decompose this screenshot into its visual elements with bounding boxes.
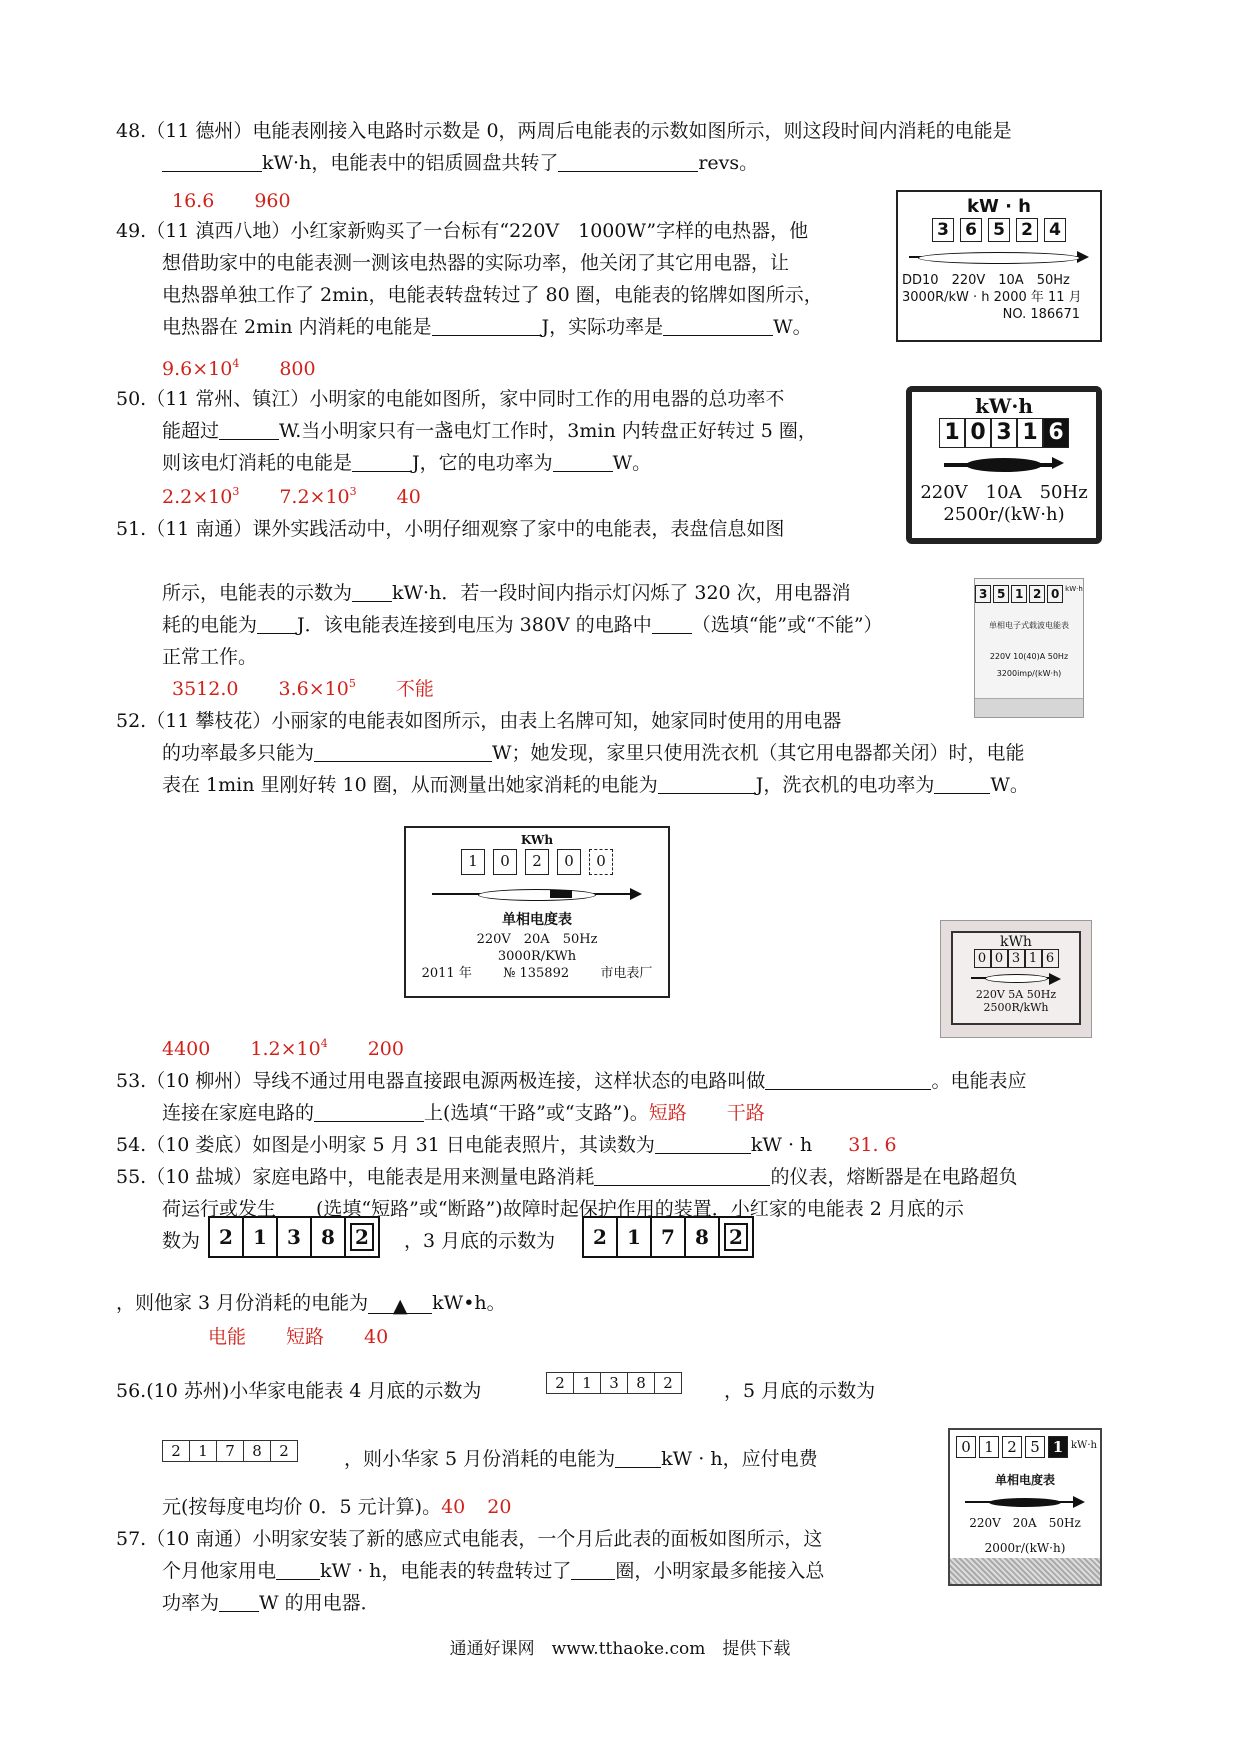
q55-line1: 55.（10 盐城）家庭电路中，电能表是用来测量电路消耗 的仪表，熔断器是在电路超负 — [116, 1166, 1018, 1188]
q52-line2: 的功率最多只能为 W；她发现，家里只使用洗衣机（其它用电器都关闭）时，电能 — [162, 742, 1025, 764]
q48-answers: 16.6 960 — [172, 190, 291, 212]
q55-line2: 荷运行或发生 (选填“短路”或“断路”)故障时起保护作用的装置．小红家的电能表 2 月底的示 — [162, 1198, 964, 1220]
q49-line3: 电热器单独工作了 2min，电能表转盘转过了 80 圈，电能表的铭牌如图所示， — [162, 284, 823, 306]
q52-line1: 52.（11 攀枝花）小丽家的电能表如图所示，由表上名牌可知，她家同时使用的用电器 — [116, 710, 842, 732]
q56-line2: ，则小华家 5 月份消耗的电能为 kW · h，应付电费 — [344, 1448, 818, 1470]
q56-reading-apr: 2 1 3 8 2 — [546, 1372, 682, 1394]
answer-blank[interactable] — [314, 741, 492, 762]
answer-blank[interactable] — [655, 1133, 751, 1154]
meter-digits: 0 1 2 5 1 kW·h — [950, 1436, 1100, 1458]
answer-blank[interactable]: ▲ — [368, 1293, 432, 1314]
answer-blank[interactable] — [571, 1559, 615, 1580]
q57-line3: 功率为 W 的用电器． — [162, 1592, 380, 1614]
q50-line2: 能超过 W.当小明家只有一盏电灯工作时，3min 内转盘正好转过 5 圈， — [162, 420, 817, 442]
q51-line1: 51.（11 南通）课外实践活动中，小明仔细观察了家中的电能表，表盘信息如图 — [116, 518, 785, 540]
answer-blank[interactable] — [658, 773, 756, 794]
q52-answers: 4400 $1.2\times 10^4$ 200 — [162, 1037, 404, 1060]
q56-line1a: 56.(10 苏州)小华家电能表 4 月底的示数为 — [116, 1380, 482, 1402]
q56-line3: 元(按每度电均价 0．5 元计算)。40 20 — [162, 1496, 512, 1518]
q56-meter-image: 0 1 2 5 1 kW·h 单相电度表 220V 20A 50Hz 2000r/(kW·h) — [948, 1428, 1102, 1586]
q57-line1: 57.（10 南通）小明家安装了新的感应式电能表，一个月后此表的面板如图所示，这 — [116, 1528, 823, 1550]
q51-line3: 耗的电能为 J．该电能表连接到电压为 380V 的电路中 （选填“能”或“不能”） — [162, 614, 883, 636]
answer-blank[interactable] — [276, 1559, 320, 1580]
q48-line2: kW·h，电能表中的铝质圆盘共转了 revs。 — [162, 150, 758, 176]
page-footer: 通通好课网 www.tthaoke.com 提供下载 — [449, 1639, 791, 1659]
answer-blank[interactable] — [219, 1591, 259, 1612]
q56-line1b: ，5 月底的示数为 — [724, 1380, 876, 1402]
q55-line4: ，则他家 3 月份消耗的电能为 ▲ kW•h。 — [116, 1292, 506, 1317]
q50-line3: 则该电灯消耗的电能是 J，它的电功率为 W。 — [162, 452, 652, 474]
disc-arrow-icon — [944, 454, 1064, 476]
q57-line2: 个月他家用电 kW · h，电能表的转盘转过了 圈，小明家最多能接入总 — [162, 1560, 825, 1582]
q51-line2: 所示，电能表的示数为 kW·h．若一段时间内指示灯闪烁了 320 次，用电器消 — [162, 582, 851, 604]
q48-line1: 48.（11 德州）电能表刚接入电路时示数是 0，两周后电能表的示数如图所示，则这段时间内消耗的电能是 — [116, 120, 1012, 142]
q51-line4: 正常工作。 — [162, 646, 258, 668]
q50-answers: $2.2\times 10^3$ $7.2\times 10^3$ 40 — [162, 485, 421, 508]
q55-reading-mar: 2 1 7 8 2 — [582, 1216, 754, 1258]
q54-line1: 54.（10 娄底）如图是小明家 5 月 31 日电能表照片，其读数为 kW · h 31. 6 — [116, 1134, 897, 1156]
q49-meter-image: kW · h 3 6 5 2 4 DD10 220V 10A 50Hz 3000R/kW · h 2000 年 11 月 NO. 186671 — [896, 190, 1102, 342]
answer-blank[interactable] — [558, 151, 698, 172]
answer-blank[interactable] — [615, 1447, 661, 1468]
meter-digits: 3 5 1 2 0 kW·h — [975, 585, 1083, 603]
q50-meter-image: kW·h 1 0 3 1 6 220V 10A 50Hz 2500r/(kW·h) — [906, 386, 1102, 544]
answer-blank[interactable] — [352, 581, 392, 602]
disc-arrow-icon — [971, 972, 1061, 984]
q53-line2: 连接在家庭电路的 上(选填“干路”或“支路”)。短路 干路 — [162, 1102, 765, 1124]
disc-arrow-icon — [909, 248, 1089, 266]
q50-line1: 50.（11 常州、镇江）小明家的电能如图所，家中同时工作的用电器的总功率不 — [116, 388, 785, 410]
q52-line3: 表在 1min 里刚好转 10 圈，从而测量出她家消耗的电能为 J，洗衣机的电功率为 W。 — [162, 774, 1029, 796]
q49-line1: 49.（11 滇西八地）小红家新购买了一台标有“220V 1000W”字样的电热器，他 — [116, 220, 809, 242]
answer-blank[interactable] — [276, 1197, 316, 1218]
q51-meter-image: 3 5 1 2 0 kW·h 单相电子式载波电能表 220V 10(40)A 50Hz 3200imp/(kW·h) — [974, 578, 1084, 718]
q55-reading-feb: 2 1 3 8 2 — [208, 1216, 380, 1258]
q53-line1: 53.（10 柳州）导线不通过用电器直接跟电源两极连接，这样状态的电路叫做 。电能表应 — [116, 1070, 1027, 1092]
answer-blank[interactable] — [663, 315, 773, 336]
q51-answers: 3512.0 $3.6\times 10^5$ 不能 — [172, 677, 434, 700]
answer-blank[interactable] — [219, 419, 279, 440]
answer-blank[interactable] — [352, 451, 412, 472]
meter-digits: 1 0 2 0 0 — [406, 849, 668, 875]
q55-line3b: ，3 月底的示数为 — [404, 1230, 556, 1252]
q56-reading-may: 2 1 7 8 2 — [162, 1440, 298, 1462]
q49-line4: 电热器在 2min 内消耗的电能是 J，实际功率是 W。 — [162, 316, 812, 338]
meter-digits: 0 0 3 1 6 — [953, 949, 1079, 968]
disc-arrow-icon — [965, 1495, 1085, 1509]
answer-blank[interactable] — [432, 315, 542, 336]
q49-line2: 想借助家中的电能表测一测该电热器的实际功率，他关闭了其它用电器，让 — [162, 252, 790, 274]
meter-serial-row: 2011 年 № 135892 市电表厂 — [421, 966, 653, 981]
meter-digits: 3 6 5 2 4 — [898, 218, 1100, 242]
q49-answers: $9.6\times 10^4$ 800 — [162, 357, 316, 380]
answer-blank[interactable] — [594, 1165, 770, 1186]
answer-blank[interactable] — [765, 1069, 931, 1090]
answer-blank[interactable] — [553, 451, 613, 472]
answer-blank[interactable] — [257, 613, 297, 634]
q55-answers: 电能 短路 40 — [208, 1326, 389, 1348]
answer-blank[interactable] — [934, 773, 990, 794]
disc-arrow-icon — [432, 885, 642, 903]
answer-blank[interactable] — [314, 1101, 424, 1122]
q52-meter-image: KWh 1 0 2 0 0 单相电度表 220V 20A 50Hz 3000R/KWh 2011 年 № 135892 市电表厂 — [404, 826, 670, 998]
answer-blank[interactable] — [162, 151, 262, 172]
meter-digits: 1 0 3 1 6 — [912, 418, 1096, 448]
answer-blank[interactable] — [652, 613, 692, 634]
q55-line3a: 数为 — [162, 1230, 201, 1252]
q54-meter-image: kWh 0 0 3 1 6 220V 5A 50Hz 2500R/kWh — [940, 920, 1092, 1038]
